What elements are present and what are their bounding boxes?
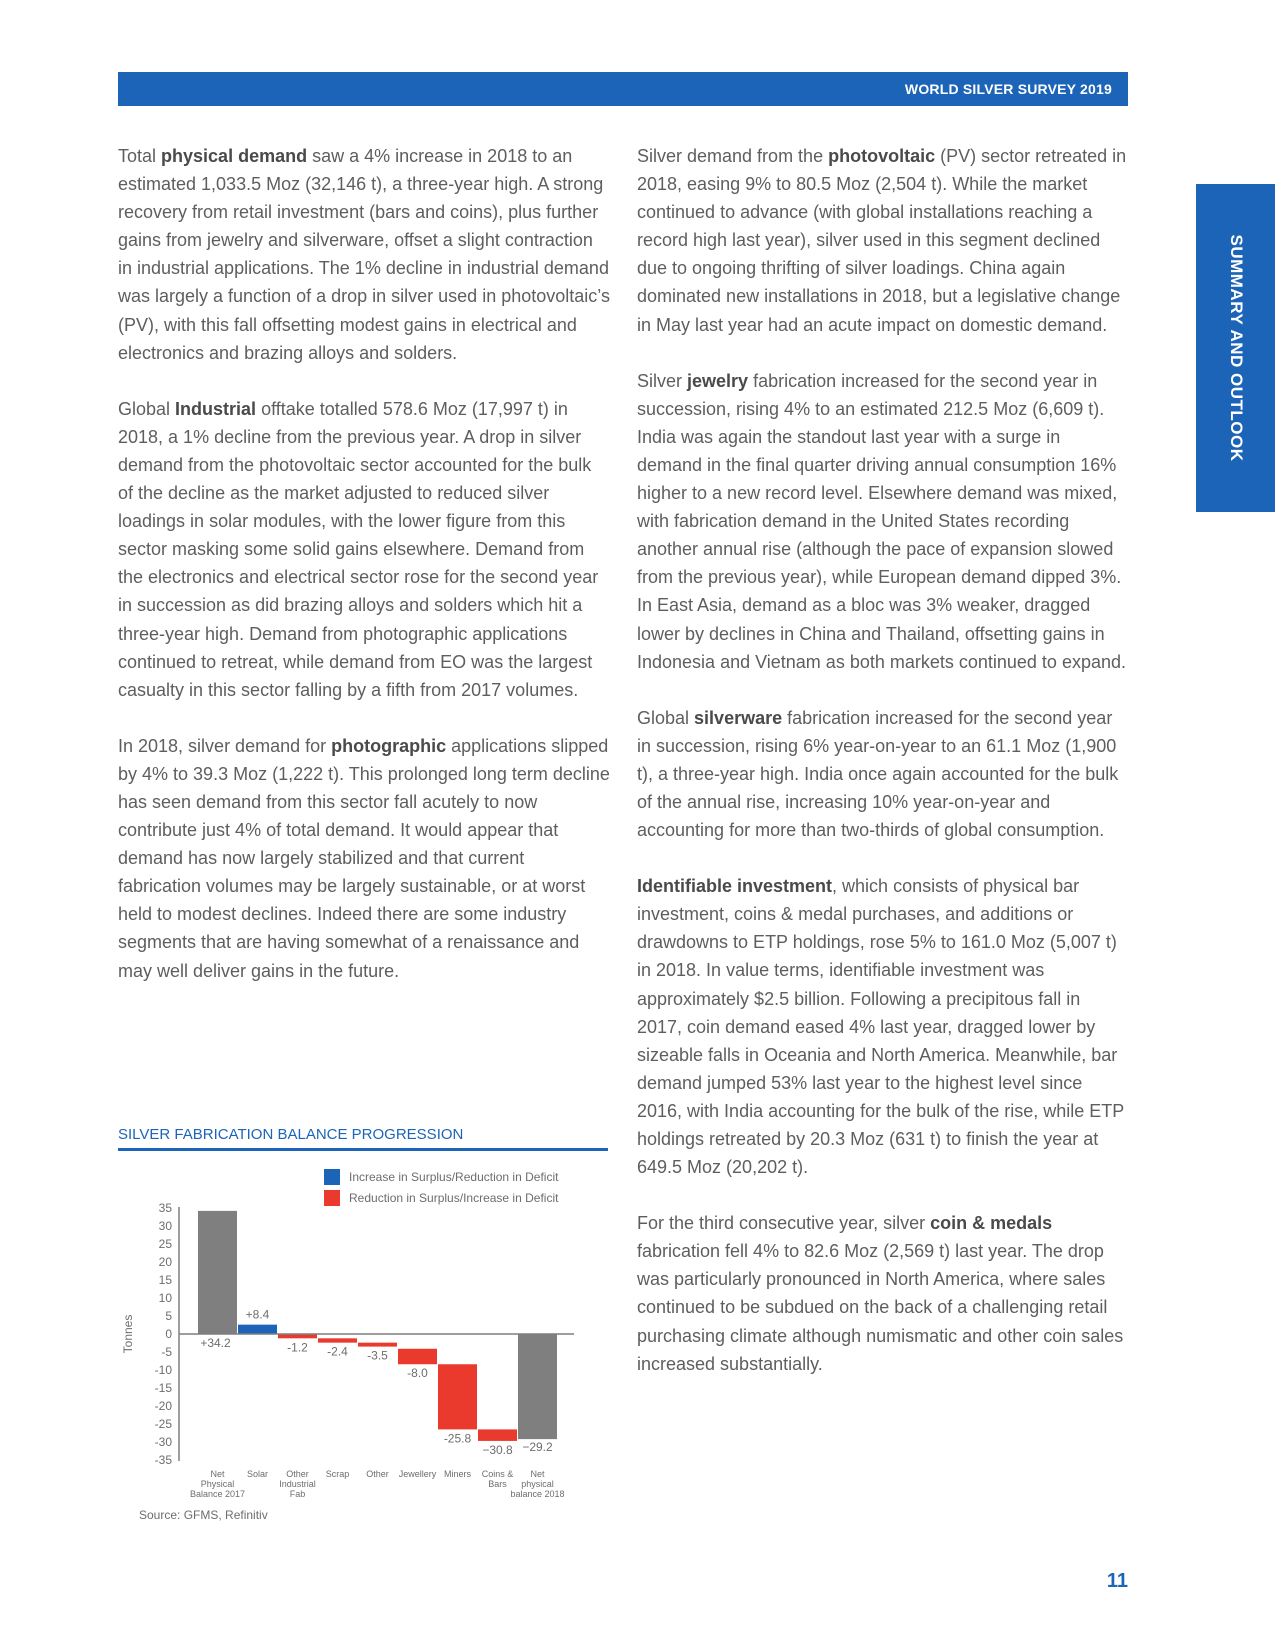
paragraph-coin-medals: For the third consecutive year, silver coin & medals fabrication fell 4% to 82.6 Moz (2,569 t) last year. The drop was particularly pronounced in North America, where sales continued to be subdued on the back of a challenging retail purchasing climate although numismatic and other coin sales increased substantially. [637,1213,1124,1374]
legend-label-1: Increase in Surplus/Reduction in Deficit [349,1170,559,1184]
side-tab-label: SUMMARY AND OUTLOOK [1227,234,1246,462]
waterfall-chart [118,1160,610,1505]
bar-4 [318,1338,357,1342]
y-tick-label: -15 [154,1381,172,1395]
data-label-5: -3.5 [367,1348,388,1363]
legend-swatch-2 [324,1190,340,1206]
data-label-3: -1.2 [287,1340,308,1355]
legend-swatch-1 [324,1169,340,1185]
y-tick-label: 15 [158,1273,172,1287]
header-title: WORLD SILVER SURVEY 2019 [904,81,1112,97]
y-tick-label: 0 [165,1327,172,1341]
data-label-1: +34.2 [200,1336,231,1350]
category-label: Coins & [481,1469,514,1479]
paragraph-photovoltaic: Silver demand from the photovoltaic (PV) sector retreated in 2018, easing 9% to 80.5 Moz (2,504 t). While the market continued to advance (with global installations reaching a record high last year), silver used in this segment declined due to ongoing thrifting of silver loadings. China again dominated new installations in 2018, but a legislative change in May last year had an acute impact on domestic demand. [637,146,1127,335]
category-label: Other [366,1469,389,1479]
y-tick-label: -30 [154,1435,172,1449]
category-label: balance 2018 [510,1489,565,1499]
category-label: Balance 2017 [189,1489,246,1499]
data-label-7: -25.8 [443,1431,472,1446]
bar-5 [358,1343,397,1347]
paragraph-silverware: Global silverware fabrication increased for the second year in succession, rising 6% year-on-year to an 61.1 Moz (1,900 t), a three-year high. India once again accounted for the bulk of the annual rise, increasing 10% year-on-year and accounting for more than two-thirds of global consumption. [637,707,1119,841]
y-tick-label: 10 [158,1291,172,1305]
category-label: Industrial [279,1479,316,1489]
paragraph-identifiable-investment: Identifiable investment, which consists of physical bar investment, coins & medal purchases, and additions or drawdowns to ETP holdings, rose 5% to 161.0 Moz (5,007 t) in 2018. In value terms, identifiable investment was approximately $2.5 billion. Following a precipitous fall in 2017, coin demand eased 4% last year, dragged lower by sizeable falls in Oceania and North America. Meanwhile, bar demand jumped 53% last year to the highest level since 2016, with India accounting for the bulk of the rise, while ETP holdings retreated by 20.3 Moz (631 t) to finish the year at 649.5 Moz (20,202 t). [637,876,1124,1178]
y-tick-label: 30 [158,1219,172,1233]
chart-source: Source: GFMS, Refinitiv [139,1508,268,1522]
y-tick-label: 25 [158,1237,172,1251]
category-label: Net [210,1469,225,1479]
y-tick-label: 5 [165,1309,172,1323]
left-column [118,142,610,1013]
bar-6 [398,1349,437,1364]
bar-9 [518,1334,557,1439]
category-label: Physical [200,1479,235,1489]
header-bar [118,72,1128,106]
data-label-4: -2.4 [327,1344,348,1359]
page-number: 11 [1106,1570,1128,1592]
y-tick-label: -5 [161,1345,172,1359]
category-label: physical [521,1479,554,1489]
paragraph-photographic: In 2018, silver demand for photographic applications slipped by 4% to 39.3 Moz (1,222 t). This prolonged long term decline has seen demand from this sector fall acutely to now contribute just 4% of total demand. It would appear that demand has now largely stabilized and that current fabrication volumes may be largely sustainable, or at worst held to modest declines. Indeed there are some industry segments that are having somewhat of a renaissance and may well deliver gains in the future. [118,735,610,981]
data-label-9: −29.2 [522,1440,553,1455]
y-tick-label: -10 [154,1363,172,1377]
bar-2 [238,1325,277,1334]
bar-1 [198,1211,237,1334]
paragraph-jewelry: Silver jewelry fabrication increased for the second year in succession, rising 4% to an estimated 212.5 Moz (6,609 t). India was again the standout last year with a surge in demand in the final quarter driving annual consumption 16% higher to a new record level. Elsewhere demand was mixed, with fabrication demand in the United States recording another annual rise (although the pace of expansion slowed from the previous year), while European demand dipped 3%. In East Asia, demand as a bloc was 3% weaker, dragged lower by declines in China and Thailand, offsetting gains in Indonesia and Vietnam as both markets continued to expand. [637,370,1126,672]
category-label: Jewellery [398,1469,437,1479]
category-label: Fab [289,1489,306,1499]
y-tick-label: 35 [158,1201,172,1215]
data-label-6: -8.0 [407,1366,428,1381]
side-tab [1196,184,1275,512]
chart-title: SILVER FABRICATION BALANCE PROGRESSION [118,1126,608,1151]
bar-7 [438,1364,477,1429]
bar-8 [478,1429,517,1441]
y-axis-label: Tonnes [121,1314,135,1354]
y-tick-label: -35 [154,1453,172,1467]
legend-label-2: Reduction in Surplus/Increase in Deficit [349,1191,559,1205]
category-label: Scrap [325,1469,350,1479]
data-label-2: +8.4 [245,1307,270,1322]
data-label-8: −30.8 [482,1442,513,1457]
paragraph-industrial: Global Industrial offtake totalled 578.6 Moz (17,997 t) in 2018, a 1% decline from the previous year. A drop in silver demand from the photovoltaic sector accounted for the bulk of the decline as the market adjusted to reduced silver loadings in solar modules, with the lower figure from this sector masking some solid gains elsewhere. Demand from the electronics and electrical sector rose for the second year in succession as did brazing alloys and solders which hit a three-year high. Demand from photographic applications continued to retreat, while demand from EO was the largest casualty in this sector falling by a fifth from 2017 volumes. [118,398,599,700]
y-tick-label: -20 [154,1399,172,1413]
category-label: Other [286,1469,309,1479]
category-label: Solar [246,1469,269,1479]
right-column [637,142,1130,1406]
category-label: Net [530,1469,545,1479]
y-tick-label: -25 [154,1417,172,1431]
category-label: Bars [488,1479,507,1489]
category-label: Miners [443,1469,472,1479]
y-tick-label: 20 [158,1255,172,1269]
paragraph-physical-demand: Total physical demand saw a 4% increase in 2018 to an estimated 1,033.5 Moz (32,146 t), a three-year high. A strong recovery from retail investment (bars and coins), plus further gains from jewelry and silverware, offset a slight contraction in industrial applications. The 1% decline in industrial demand was largely a function of a drop in silver used in photovoltaic’s (PV), with this fall offsetting modest gains in electrical and electronics and brazing alloys and solders. [118,146,610,363]
